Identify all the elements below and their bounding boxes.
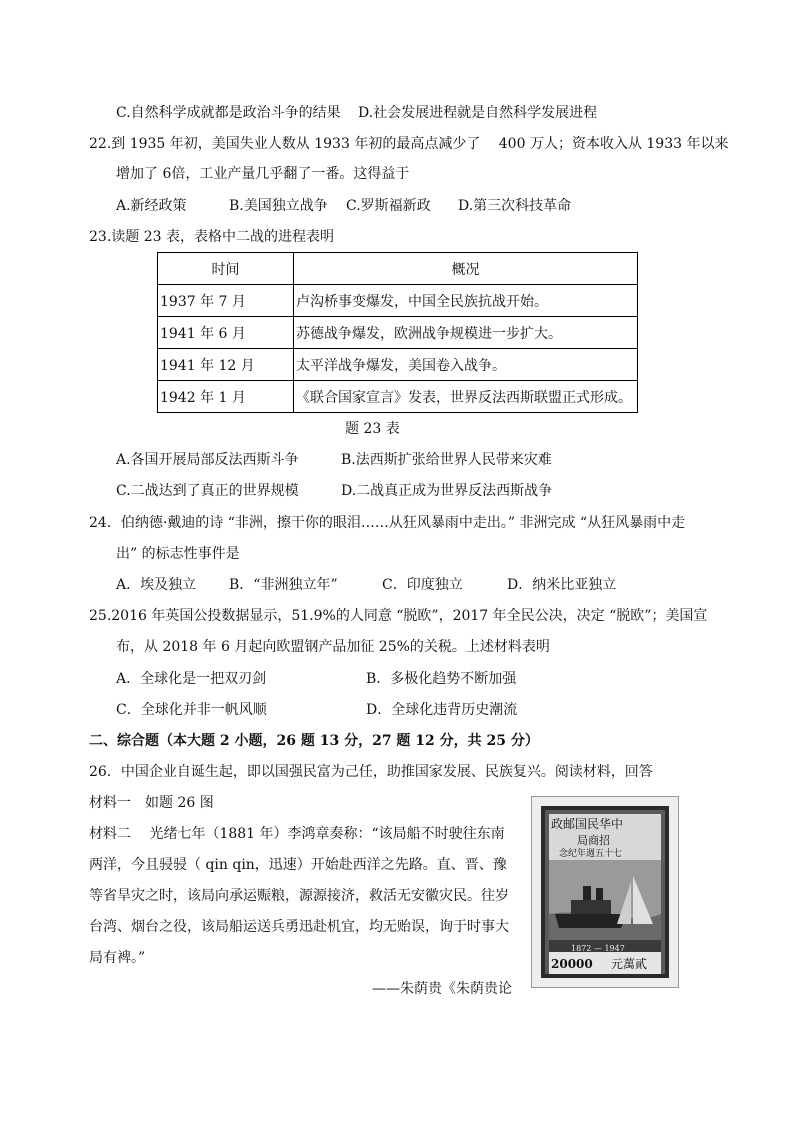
q26-material2-line1: 材料二 光绪七年（1881 年）李鸿章奏称：“该局船不时驶往东南: [89, 826, 505, 842]
q26-source: ——朱荫贵《朱荫贵论: [372, 981, 512, 997]
table-row: [158, 349, 638, 381]
table-cell-time: 1942 年 1 月: [158, 381, 294, 413]
q24-stem-line2: 出” 的标志性事件是: [116, 546, 240, 562]
q24-option-d: D．纳米比亚独立: [507, 577, 617, 593]
q23-table-caption: 题 23 表: [345, 421, 400, 437]
q22-option-a: A.新经政策: [116, 198, 187, 214]
q23-option-c: C.二战达到了真正的世界规模: [116, 483, 299, 499]
table-row: [158, 285, 638, 317]
table-row: [158, 381, 638, 413]
q22-option-d: D.第三次科技革命: [458, 198, 572, 214]
table-cell-summary: 苏德战争爆发，欧洲战争规模进一步扩大。: [294, 317, 638, 349]
table-header-row: [158, 253, 638, 285]
q25-stem-line2: 布，从 2018 年 6 月起向欧盟钢产品加征 25%的关税。上述材料表明: [116, 639, 550, 655]
stamp-sub-text: 局商招: [577, 834, 610, 847]
q23-option-a: A.各国开展局部反法西斯斗争: [116, 452, 299, 468]
stamp-value-cn: 元萬貳: [611, 957, 648, 971]
table-cell-time: 1941 年 6 月: [158, 317, 294, 349]
q24-stem-line1: 24．伯纳德·戴迪的诗 “非洲，擦干你的眼泪……从狂风暴雨中走出。” 非洲完成 “从狂风暴雨中走: [89, 515, 686, 531]
q26-stem: 26．中国企业自诞生起，即以国强民富为己任，助推国家发展、民族复兴。阅读材料，回答: [89, 764, 653, 780]
q22-stem-line1: 22.到 1935 年初，美国失业人数从 1933 年初的最高点减少了 400 万人；资本收入从 1933 年以来: [89, 136, 729, 152]
table-cell-summary: 太平洋战争爆发，美国卷入战争。: [294, 349, 638, 381]
q26-material1: 材料一 如题 26 图: [89, 795, 214, 811]
q23-table: [157, 252, 638, 413]
table-row: [158, 317, 638, 349]
q21-option-d: D.社会发展进程就是自然科学发展进程: [358, 105, 598, 121]
table-cell-time: 1937 年 7 月: [158, 285, 294, 317]
q22-stem-line2: 增加了 6倍，工业产量几乎翻了一番。这得益于: [116, 166, 410, 182]
q24-option-c: C．印度独立: [382, 577, 463, 593]
q24-option-a: A．埃及独立: [116, 577, 197, 593]
q25-stem-line1: 25.2016 年英国公投数据显示，51.9%的人同意 “脱欧”，2017 年全民公决，决定 “脱欧”；美国宣: [89, 608, 708, 624]
stamp-image: [531, 796, 679, 988]
table-cell-summary: 《联合国家宣言》发表，世界反法西斯联盟正式形成。: [294, 381, 638, 413]
q26-material2-line5: 局有裨。”: [89, 950, 146, 966]
stamp-artwork: [541, 806, 669, 978]
q25-option-c: C．全球化并非一帆风顺: [116, 702, 267, 718]
q26-material2-line3: 等省旱灾之时，该局向承运赈粮，源源接济，救活无安徽灾民。往岁: [89, 888, 509, 904]
q25-option-a: A．全球化是一把双刃剑: [116, 671, 267, 687]
q26-material2-line4: 台湾、烟台之役，该局船运送兵勇迅赴机宜，均无贻误，询于时事大: [89, 919, 509, 935]
q26-material2-line2: 两洋，今且骎骎（ qin qin，迅速）开始赴西洋之先路。直、晋、豫: [89, 857, 507, 873]
q23-option-d: D.二战真正成为世界反法西斯战争: [341, 483, 553, 499]
table-header-time: 时间: [158, 253, 294, 285]
q24-option-b: B．“非洲独立年”: [229, 577, 338, 593]
stamp-years: 1872 — 1947: [571, 944, 625, 953]
q25-option-d: D．全球化违背历史潮流: [366, 702, 518, 718]
q23-option-b: B.法西斯扩张给世界人民带来灾难: [341, 452, 552, 468]
stamp-value: 20000: [551, 957, 593, 971]
table-cell-time: 1941 年 12 月: [158, 349, 294, 381]
q22-option-c: C.罗斯福新政: [346, 198, 431, 214]
stamp-sub-text-2: 念纪年週五十七: [559, 849, 623, 859]
stamp-top-text: 政邮国民华中: [551, 817, 624, 831]
q23-stem: 23.读题 23 表，表格中二战的进程表明: [89, 229, 334, 245]
table-header-summary: 概况: [294, 253, 638, 285]
section-heading: 二、综合题（本大题 2 小题，26 题 13 分，27 题 12 分，共 25 分）: [89, 733, 539, 749]
q25-option-b: B．多极化趋势不断加强: [366, 671, 517, 687]
q22-option-b: B.美国独立战争: [229, 198, 328, 214]
table-cell-summary: 卢沟桥事变爆发，中国全民族抗战开始。: [294, 285, 638, 317]
q21-option-c: C.自然科学成就都是政治斗争的结果: [116, 105, 341, 121]
